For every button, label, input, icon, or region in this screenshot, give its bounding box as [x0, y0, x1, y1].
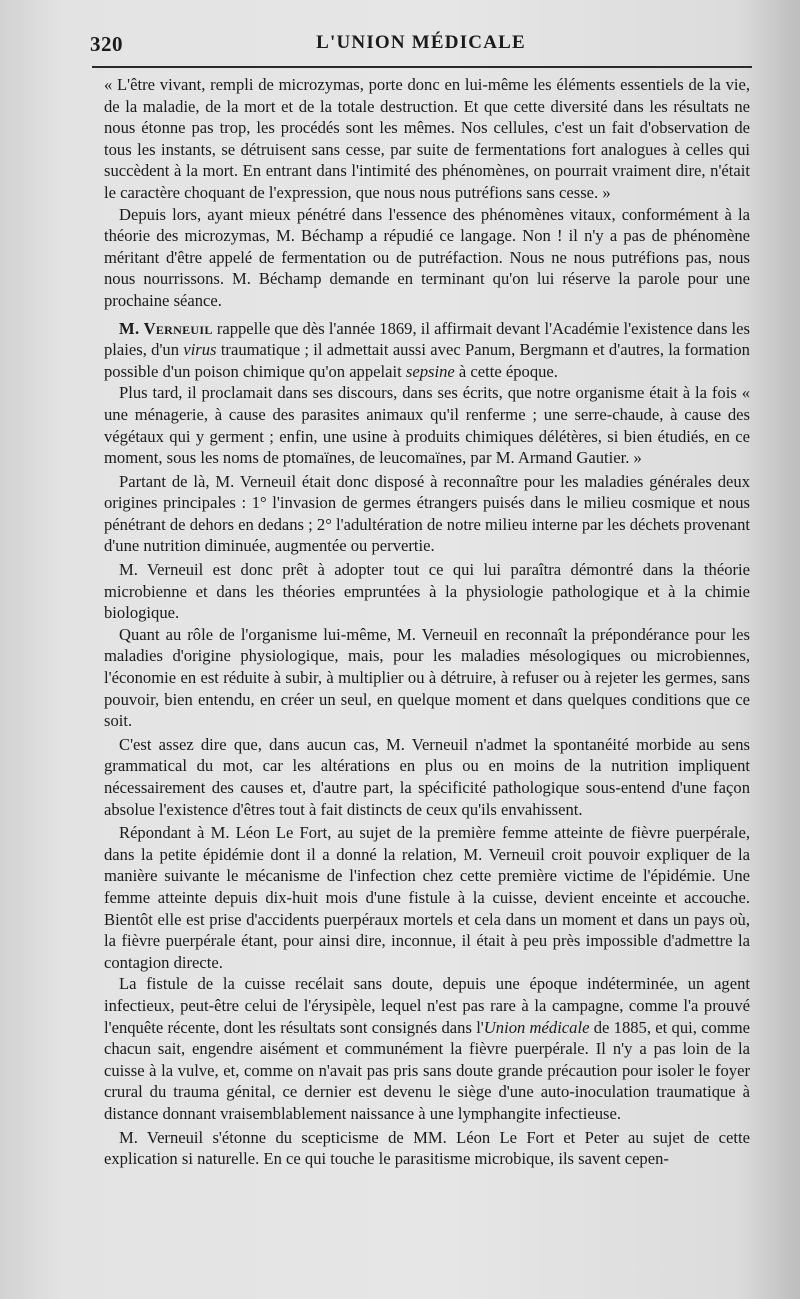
verneuil-paragraph-2: Plus tard, il proclamait dans ses discours, dans ses écrits, que notre organisme était à la fois « une ménagerie, à cause des parasites animaux qu'il renferme ; une serre-chaude, à cause des végétaux qui y germent ; enfin, une usine à produits chimiques délétères, si bien étudiés, en ce moment, sous les noms de ptomaïnes, de leucomaïnes, par M. Armand Gautier. » — [104, 383, 750, 468]
journal-title: L'UNION MÉDICALE — [316, 32, 526, 53]
verneuil-paragraph-6: C'est assez dire que, dans aucun cas, M. Verneuil n'admet la spontanéité morbide au sens grammatical du mot, car les altérations en plus ou en moins de la nutrition impliquent nécessairement des causes et, d'autre part, la spécificité pathologique sous-entend d'une façon absolue l'existence d'êtres tout à fait distincts de ceux qu'ils envahissent. — [104, 734, 750, 819]
verneuil-paragraph-8 — [104, 973, 750, 1124]
bechamp-paragraph: Depuis lors, ayant mieux pénétré dans l'essence des phénomènes vitaux, conformément à la théorie des microzymas, M. Béchamp a répudié ce langage. Non ! il n'y a pas de phénomène méritant d'être appelé de fermentation ou de putréfaction. Nous ne nous putréfions pas, nous nous nourrissons. M. Béchamp demande en terminant qu'on lui réserve la parole pour une prochaine séance. — [104, 204, 750, 310]
verneuil-p1-text-b: traumatique ; il admettait aussi avec Panum, Bergmann et d'autres, la formation possible d'un poison chimique qu'on appelait — [104, 340, 750, 381]
article-body — [104, 74, 750, 1170]
virus-term: virus — [183, 340, 217, 360]
page-number: 320 — [90, 32, 123, 56]
header-rule — [92, 66, 752, 68]
quote-paragraph: « L'être vivant, rempli de microzymas, porte donc en lui-même les éléments essentiels de la vie, de la maladie, de la mort et de la totale destruction. Et que cette diversité dans les résultats ne nous étonne pas trop, les procédés sont les mêmes. Nos cellules, c'est un fait d'observation de tous les instants, se détruisent sans cesse, par suite de fermentations fort analogues à celles qui succèdent à la mort. En entrant dans l'intimité des phénomènes, on pourrait vraiment dire, n'était le caractère choquant de l'expression, que nous nous putréfions sans cesse. » — [104, 75, 750, 202]
journal-reference: Union médicale — [483, 1017, 590, 1037]
verneuil-paragraph-7: Répondant à M. Léon Le Fort, au sujet de la première femme atteinte de fièvre puerpérale, dans la petite épidémie dont il a donné la relation, M. Verneuil croit pouvoir expliquer de la manière suivante le mécanisme de l'infection chez cette première victime de l'épidémie. Une femme atteinte depuis dix-huit mois d'une fistule à la cuisse, devient enceinte et accouche. Bientôt elle est prise d'accidents puerpéraux mortels et cela dans un moment et dans un pays où, la fièvre puerpérale étant, pour ainsi dire, inconnue, il était à peu près impossible d'admettre la contagion directe. — [104, 823, 750, 972]
verneuil-p8-text-a: La fistule de la cuisse recélait sans doute, depuis une époque indéterminée, un agent infectieux, peut-être celui de l'érysipèle, lequel n'est pas rare à la campagne, comme l'a prouvé l'enquête récente, dont les résultats sont consignés dans l' — [104, 974, 750, 1037]
verneuil-paragraph-9: M. Verneuil s'étonne du scepticisme de MM. Léon Le Fort et Peter au sujet de cette explication si naturelle. En ce qui touche le parasitisme microbique, ils savent cepen- — [104, 1127, 750, 1169]
verneuil-paragraph-1 — [104, 318, 750, 383]
verneuil-p1-text-c: à cette époque. — [458, 361, 558, 381]
running-header — [90, 30, 752, 60]
verneuil-paragraph-3: Partant de là, M. Verneuil était donc disposé à reconnaître pour les maladies générales deux origines principales : 1° l'invasion de germes étrangers puisés dans le milieu cosmique et nous pénétrant de dehors en dedans ; 2° l'adultération de notre milieu interne par les déchets provenant d'une nutrition diminuée, augmentée ou pervertie. — [104, 471, 750, 556]
speaker-name: M. Verneuil — [119, 318, 213, 338]
verneuil-p1-text-a: rappelle que dès l'année 1869, il affirmait devant l'Académie l'existence dans les plaies, d'un — [104, 318, 750, 360]
verneuil-p8-text-b: de 1885, et qui, comme chacun sait, engendre aisément et communément la fièvre puerpérale. Il n'y a pas loin de la cuisse à la vulve, et, comme on n'avait pas pris sans doute grande précaution pour isoler le foyer crural du trauma génital, ce dernier est devenu le siège d'une auto-inoculation traumatique à distance donnant vraisemblablement naissance à une lymphangite infectieuse. — [104, 1017, 750, 1123]
verneuil-paragraph-4: M. Verneuil est donc prêt à adopter tout ce qui lui paraîtra démontré dans la théorie microbienne et dans les théories empruntées à la physiologie pathologique et à la chimie biologique. — [104, 560, 750, 623]
sepsine-term: sepsine — [405, 361, 455, 381]
verneuil-paragraph-5: Quant au rôle de l'organisme lui-même, M. Verneuil en reconnaît la prépondérance pour les maladies d'origine physiologique, mais, pour les maladies mésologiques ou microbiennes, l'économie en est réduite à subir, à multiplier ou à détruire, à refuser ou à rejeter les germes, sans pouvoir, bien entendu, en créer un seul, en quelque moment et dans quelques conditions que ce soit. — [104, 624, 750, 731]
